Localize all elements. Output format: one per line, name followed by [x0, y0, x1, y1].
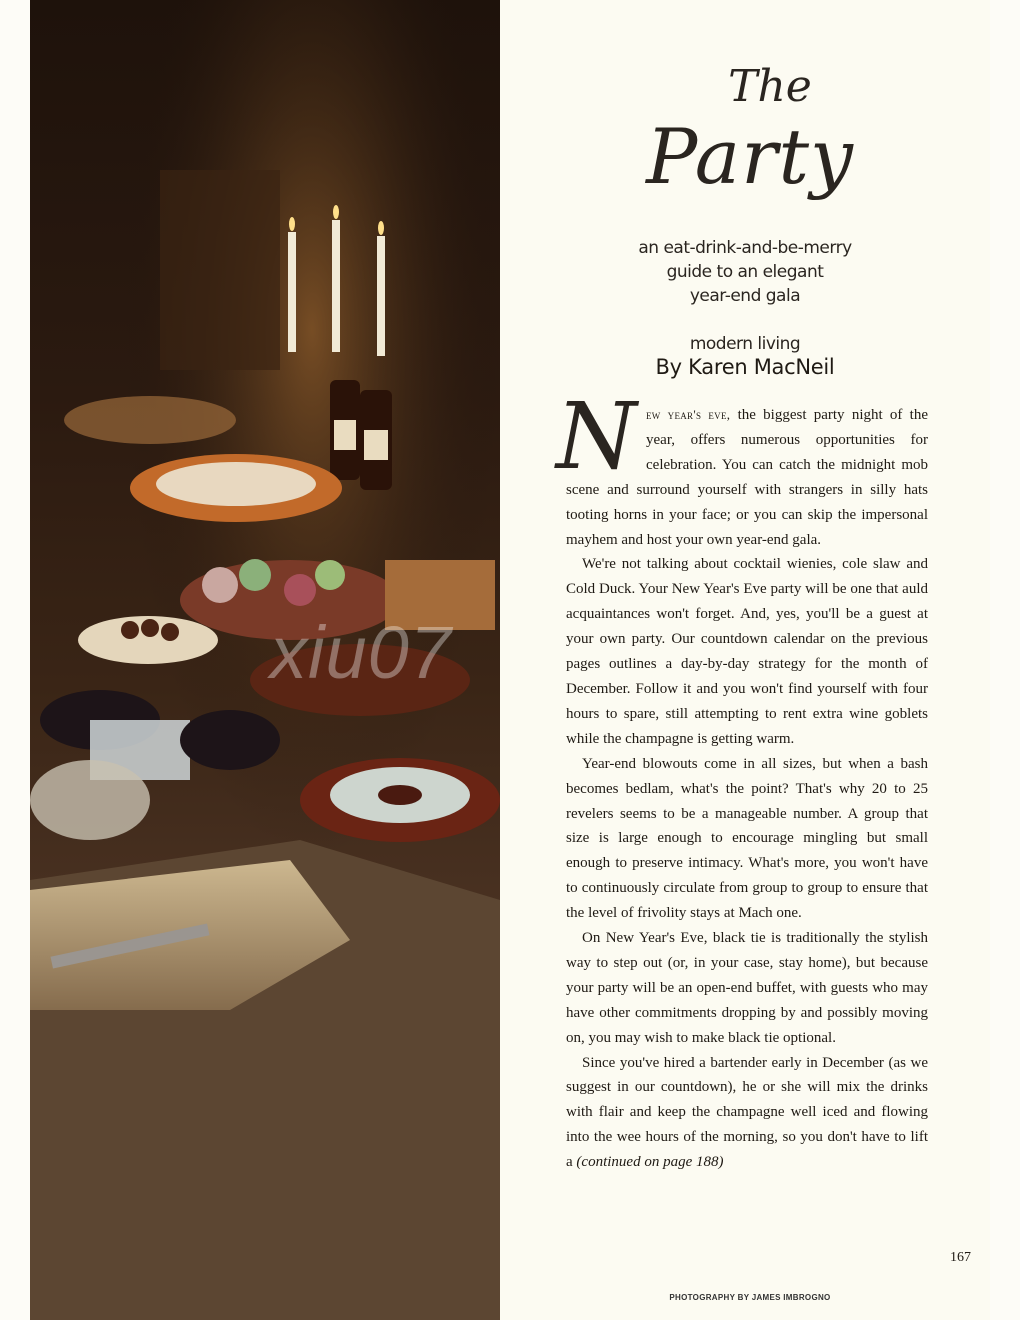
paragraph [566, 1051, 928, 1176]
byline: By Karen MacNeil [655, 355, 835, 379]
photo-credit: PHOTOGRAPHY BY JAMES IMBROGNO [669, 1293, 831, 1302]
subtitle-line: an eat-drink-and-be-merry [638, 238, 852, 258]
subtitle-line: year-end gala [689, 286, 801, 306]
lead-in: ew year's eve, [646, 407, 731, 422]
drop-cap: N [556, 383, 637, 490]
title-line-2: Party [646, 112, 854, 201]
page-number: 167 [950, 1250, 971, 1265]
paragraph-text: Since you've hired a bartender early in December (as we suggest in our countdown), he or she will mix the drinks with flair and keep the champagne well iced and flowing into the wee hours of the morning, so you don't have to lift a [566, 1054, 928, 1171]
title-line-1: The [728, 61, 812, 112]
continued-note: (continued on page 188) [576, 1154, 724, 1171]
article-body [566, 403, 928, 1175]
section-label: modern living [689, 334, 801, 354]
paragraph: On New Year's Eve, black tie is traditionally the stylish way to step out (or, in your case, stay home), but because your party will be an open-end buffet, with guests who may have other commitments dropping by and possibly moving on, you may wish to make black tie optional. [566, 930, 928, 1046]
paragraph [566, 403, 928, 552]
subtitle-line: guide to an elegant [666, 262, 824, 282]
paragraph-text: the biggest party night of the year, offers numerous opportunities for celebration. You can catch the midnight mob scene and surround yourself with strangers in silly hats tooting horns in your face; or you can skip the impersonal mayhem and host your own year-end gala. [566, 407, 928, 548]
subtitle [600, 236, 890, 308]
paragraph: We're not talking about cocktail wienies, cole slaw and Cold Duck. Your New Year's Eve party will be one that auld acquaintances won't forget. And, yes, you'll be a guest at your own party. Our countdown calendar on the previous pages outlines a day-by-day strategy for the month of December. Follow it and you won't find yourself with four hours to spare, still attempting to rent extra wine goblets while the champagne is getting warm. [566, 556, 928, 747]
party-buffet-photo [30, 0, 500, 1320]
paragraph: Year-end blowouts come in all sizes, but when a bash becomes bedlam, what's the point? That's why 20 to 25 revelers seems to be a manageable number. A group that size is large enough to encourage mingling but small enough to preserve intimacy. What's more, you won't have to continuously circulate from group to group to ensure that the level of frivolity stays at Mach one. [566, 755, 928, 922]
watermark: xiu07 [270, 611, 452, 694]
article-title [640, 60, 860, 200]
